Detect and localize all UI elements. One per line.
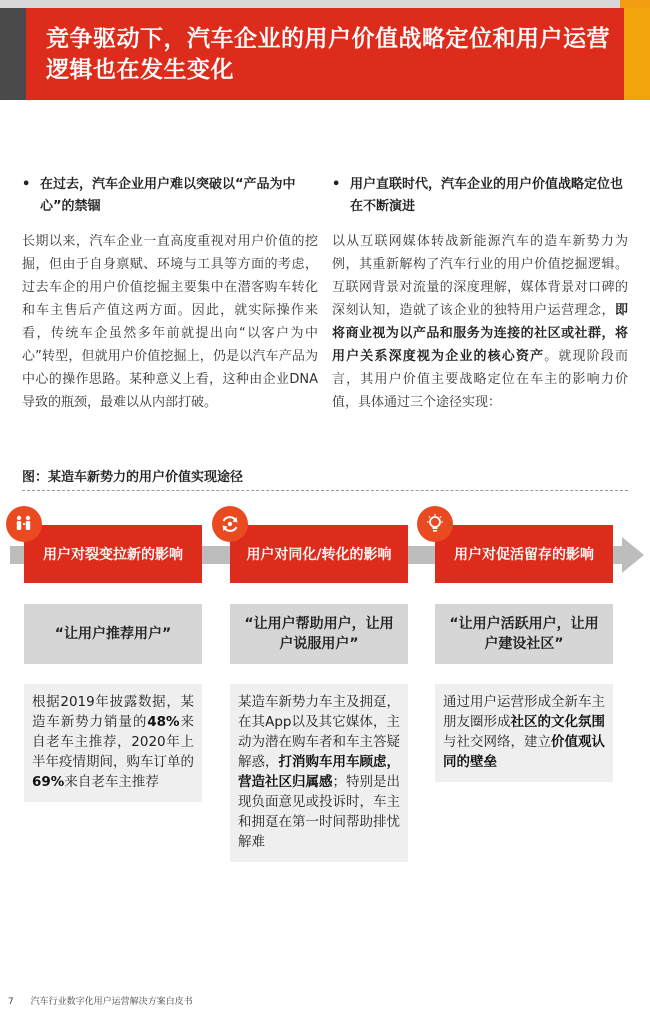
path-heading-2: 用户对同化/转化的影响 [230, 525, 408, 583]
path-quote-1: “让用户推荐用户” [24, 604, 202, 664]
right-paragraph [332, 230, 628, 414]
figure-divider [22, 490, 628, 491]
path-desc-3-part1: 通过用户运营形成全新车主朋友圈形成 [443, 694, 605, 730]
left-column [22, 174, 318, 414]
path-description-2 [230, 684, 408, 862]
header-dark-strip [0, 8, 26, 100]
path-heading-1: 用户对裂变拉新的影响 [24, 525, 202, 583]
page-header [0, 8, 650, 100]
page-footer [8, 994, 193, 1007]
path-desc-1-part3: 来自老车主推荐 [64, 774, 159, 790]
people-icon [6, 506, 42, 542]
refresh-icon [212, 506, 248, 542]
path-desc-3-bold2: 价值观认同的壁垒 [443, 734, 605, 770]
document-title: 汽车行业数字化用户运营解决方案白皮书 [30, 997, 193, 1007]
right-paragraph-bold: 即将商业视为以产品和服务为连接的社区或社群，将用户关系深度视为企业的核心资产 [332, 303, 628, 364]
page-title: 竞争驱动下，汽车企业的用户价值战略定位和用户运营逻辑也在发生变化 [46, 26, 610, 83]
path-description-3 [435, 684, 613, 782]
top-color-band [0, 0, 650, 8]
right-bullet-heading: • 用户直联时代，汽车企业的用户价值战略定位也在不断演进 [332, 174, 628, 218]
path-quote-3: “让用户活跃用户，让用户建设社区” [435, 604, 613, 664]
path-desc-1-part1: 根据2019年披露数据，某造车新势力销量的 [32, 694, 194, 730]
left-bullet-heading: • 在过去，汽车企业用户难以突破以“产品为中心”的禁锢 [22, 174, 318, 218]
right-column [332, 174, 628, 414]
path-desc-2-part1: 某造车新势力车主及拥趸，在其App以及其它媒体，主动为潜在购车者和车主答疑解惑， [238, 694, 400, 770]
path-desc-3-bold1: 社区的文化氛围 [510, 714, 605, 730]
path-desc-1-part2: 来自老车主推荐，2020年上半年疫情期间，购车订单的 [32, 714, 195, 770]
path-quote-2: “让用户帮助用户，让用户说服用户” [230, 604, 408, 664]
path-heading-3: 用户对促活留存的影响 [435, 525, 613, 583]
path-description-1 [24, 684, 202, 802]
path-desc-1-bold2: 69% [32, 774, 65, 790]
process-arrow-head [622, 537, 644, 573]
path-desc-1-bold1: 48% [147, 714, 180, 730]
header-yellow-strip [624, 8, 650, 100]
right-paragraph-part2: 。就现阶段而言，其用户价值主要战略定位在车主的影响力价值，具体通过三个途径实现： [332, 349, 628, 410]
lightbulb-icon [417, 506, 453, 542]
left-paragraph: 长期以来，汽车企业一直高度重视对用户价值的挖掘，但由于自身禀赋、环境与工具等方面的考虑，过去车企的用户价值挖掘主要集中在潜客购车转化和车主售后产值这两方面。因此，就实际操作来看，传统车企虽然多年前就提出向“以客户为中心”转型，但就用户价值挖掘上，仍是以汽车产品为中心的操作思路。某种意义上看，这种由企业DNA导致的瓶颈，最难以从内部打破。 [22, 234, 318, 410]
page-number: 7 [8, 997, 14, 1007]
figure-title: 图：某造车新势力的用户价值实现途径 [22, 470, 244, 485]
top-accent [620, 0, 650, 8]
path-desc-2-bold1: 打消购车用车顾虑，营造社区归属感 [238, 754, 400, 790]
path-desc-2-part2: ；特别是出现负面意见或投诉时，车主和拥趸在第一时间帮助排忧解难 [238, 774, 400, 850]
path-desc-3-part2: 与社交网络，建立 [443, 734, 551, 750]
right-paragraph-part1: 以从互联网媒体转战新能源汽车的造车新势力为例，其重新解构了汽车行业的用户价值挖掘逻辑。互联网背景对流量的深度理解，媒体背景对口碑的深刻认知，造就了该企业的独特用户运营理念， [332, 234, 628, 318]
